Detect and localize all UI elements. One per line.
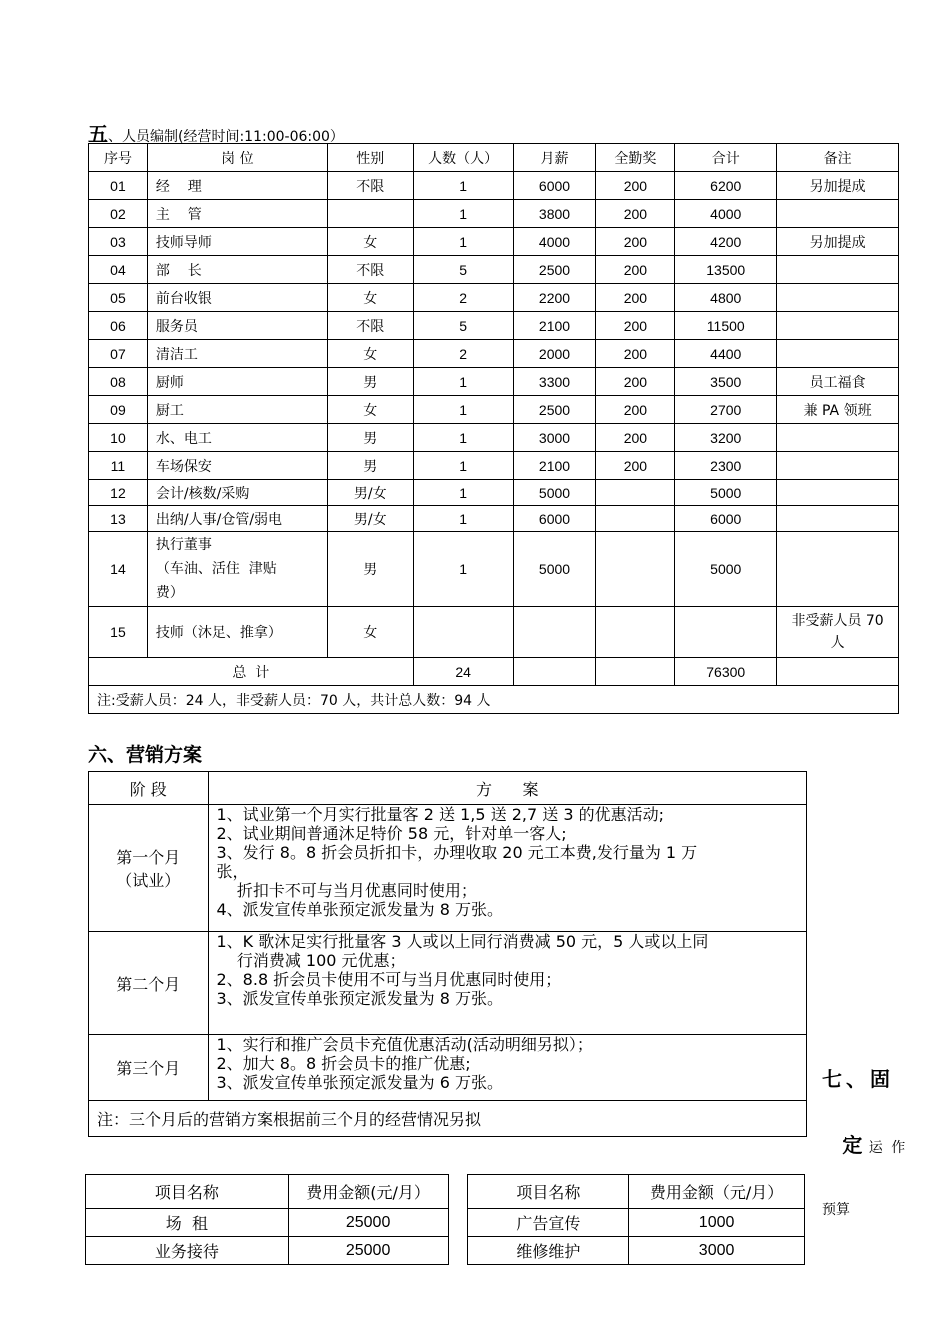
row-total: 4000 [675, 200, 777, 228]
row-no: 02 [89, 200, 148, 228]
plan-line: 折扣卡不可与当月优惠同时使用； [216, 881, 477, 900]
row-no: 04 [89, 256, 148, 284]
header-note: 备注 [777, 144, 899, 172]
row-salary: 3300 [513, 368, 596, 396]
row-post-line1: 执行董事 [155, 537, 212, 553]
row-note [777, 506, 899, 532]
stage-name [89, 1035, 209, 1101]
row-total: 3500 [675, 368, 777, 396]
row-count: 1 [413, 532, 513, 607]
row-post: 技师（沐足、推拿） [147, 607, 327, 658]
row-gender: 女 [327, 396, 413, 424]
marketing-stage-row [89, 1035, 807, 1101]
row-post: 厨工 [147, 396, 327, 424]
row-count: 2 [413, 284, 513, 312]
plan-line: 张， [216, 862, 249, 881]
row-salary: 5000 [513, 532, 596, 607]
row-post: 经 理 [147, 172, 327, 200]
marketing-table [88, 771, 807, 1137]
table-row [89, 424, 899, 452]
row-note [777, 200, 899, 228]
total-row [89, 658, 899, 686]
stage-name-line: 第三个月 [116, 1059, 181, 1078]
table-row [89, 607, 899, 658]
row-post: 出纳/人事/仓管/弱电 [147, 506, 327, 532]
table-row [89, 312, 899, 340]
plan-line: 2、8.8 折会员卡使用不可与当月优惠同时使用； [216, 970, 562, 989]
row-note-line2: 人 [830, 635, 845, 651]
row-total: 2700 [675, 396, 777, 424]
marketing-note-row [89, 1101, 807, 1137]
row-note [777, 452, 899, 480]
row-salary: 3800 [513, 200, 596, 228]
row-post: 主 管 [147, 200, 327, 228]
table-row [89, 200, 899, 228]
plan-line: 4、派发宣传单张预定派发量为 8 万张。 [216, 900, 504, 919]
stage-name [89, 805, 209, 932]
row-no: 09 [89, 396, 148, 424]
row-no: 03 [89, 228, 148, 256]
cost-gap [448, 1175, 468, 1265]
table-row [89, 506, 899, 532]
row-post: 厨师 [147, 368, 327, 396]
cost-header-name1: 项目名称 [86, 1175, 289, 1209]
total-label: 总 计 [89, 658, 414, 686]
plan-line: 3、派发宣传单张预定派发量为 6 万张。 [216, 1073, 504, 1092]
row-no: 15 [89, 607, 148, 658]
total-count: 24 [413, 658, 513, 686]
row-count: 5 [413, 312, 513, 340]
row-total: 6000 [675, 506, 777, 532]
row-total: 5000 [675, 532, 777, 607]
row-gender: 女 [327, 228, 413, 256]
row-count: 1 [413, 506, 513, 532]
row-no: 14 [89, 532, 148, 607]
cost-header-name2: 项目名称 [468, 1175, 629, 1209]
row-post: 前台收银 [147, 284, 327, 312]
section7-title-line2-bold: 定 [842, 1133, 863, 1157]
row-note: 另加提成 [777, 172, 899, 200]
row-bonus [596, 607, 675, 658]
row-post: 车场保安 [147, 452, 327, 480]
row-count: 5 [413, 256, 513, 284]
header-stage: 阶 段 [89, 772, 209, 805]
table-row [89, 452, 899, 480]
row-bonus: 200 [596, 200, 675, 228]
total-empty-note [777, 658, 899, 686]
row-note [777, 256, 899, 284]
section6-title: 六、营销方案 [88, 744, 203, 766]
row-note: 员工福食 [777, 368, 899, 396]
row-note [777, 424, 899, 452]
row-salary: 2500 [513, 256, 596, 284]
cost-amount1: 25000 [288, 1209, 448, 1237]
row-no: 10 [89, 424, 148, 452]
row-bonus: 200 [596, 396, 675, 424]
row-salary: 2100 [513, 452, 596, 480]
row-bonus: 200 [596, 424, 675, 452]
row-count: 2 [413, 340, 513, 368]
row-gender: 男 [327, 424, 413, 452]
header-total: 合计 [675, 144, 777, 172]
row-gender: 男/女 [327, 506, 413, 532]
section5-number: 五 [88, 122, 108, 146]
row-no: 07 [89, 340, 148, 368]
row-total: 11500 [675, 312, 777, 340]
header-bonus: 全勤奖 [596, 144, 675, 172]
row-gender [327, 200, 413, 228]
row-count: 1 [413, 368, 513, 396]
cost-amount1: 25000 [288, 1237, 448, 1265]
row-gender: 女 [327, 284, 413, 312]
row-bonus: 200 [596, 284, 675, 312]
row-no: 06 [89, 312, 148, 340]
table-row [89, 228, 899, 256]
header-salary: 月薪 [513, 144, 596, 172]
row-total: 2300 [675, 452, 777, 480]
row-post: 技师导师 [147, 228, 327, 256]
row-no: 01 [89, 172, 148, 200]
table-row [86, 1237, 805, 1265]
row-salary: 3000 [513, 424, 596, 452]
row-total: 3200 [675, 424, 777, 452]
marketing-stage-row [89, 932, 807, 1035]
row-bonus: 200 [596, 368, 675, 396]
header-post: 岗 位 [147, 144, 327, 172]
row-count [413, 607, 513, 658]
row-gender: 男 [327, 452, 413, 480]
cost-table [85, 1174, 805, 1265]
row-bonus [596, 532, 675, 607]
cost-amount2: 3000 [629, 1237, 805, 1265]
section7-title-line1: 七、固 [822, 1067, 894, 1091]
row-salary: 6000 [513, 506, 596, 532]
row-bonus [596, 506, 675, 532]
row-bonus: 200 [596, 312, 675, 340]
row-gender: 男 [327, 368, 413, 396]
row-total: 6200 [675, 172, 777, 200]
row-no: 08 [89, 368, 148, 396]
row-post: 会计/核数/采购 [147, 480, 327, 506]
row-count: 1 [413, 424, 513, 452]
cost-name2: 广告宣传 [468, 1209, 629, 1237]
stage-name [89, 932, 209, 1035]
row-post: 水、电工 [147, 424, 327, 452]
table-row [89, 532, 899, 607]
stage-plan [208, 1035, 807, 1101]
table-row [89, 480, 899, 506]
row-salary [513, 607, 596, 658]
row-post [147, 532, 327, 607]
plan-line: 行消费减 100 元优惠； [216, 951, 406, 970]
stage-plan [208, 805, 807, 932]
header-gender: 性别 [327, 144, 413, 172]
row-gender: 不限 [327, 256, 413, 284]
row-salary: 5000 [513, 480, 596, 506]
plan-line: 3、发行 8。8 折会员折扣卡，办理收取 20 元工本费,发行量为 1 万 [216, 843, 698, 862]
table-row [89, 396, 899, 424]
row-note [777, 340, 899, 368]
row-salary: 2500 [513, 396, 596, 424]
row-gender: 女 [327, 607, 413, 658]
row-post-line2: （车油、活住 津贴 [155, 561, 277, 577]
stage-name-line: （试业） [116, 871, 181, 890]
row-post: 部 长 [147, 256, 327, 284]
cost-header-amount2: 费用金额（元/月） [629, 1175, 805, 1209]
staff-table [88, 143, 899, 714]
plan-line: 1、实行和推广会员卡充值优惠活动(活动明细另拟）； [216, 1035, 593, 1054]
row-post: 服务员 [147, 312, 327, 340]
table-row [89, 284, 899, 312]
header-count: 人数（人） [413, 144, 513, 172]
row-no: 13 [89, 506, 148, 532]
table-row [89, 172, 899, 200]
cost-name2: 维修维护 [468, 1237, 629, 1265]
table-row [89, 340, 899, 368]
stage-plan [208, 932, 807, 1035]
header-no: 序号 [89, 144, 148, 172]
total-empty-salary [513, 658, 596, 686]
row-bonus: 200 [596, 340, 675, 368]
row-count: 1 [413, 172, 513, 200]
section7-title-line2-rest: 运 作 [862, 1140, 908, 1156]
section7-title-line2 [822, 1100, 908, 1193]
row-gender: 女 [327, 340, 413, 368]
row-post: 清洁工 [147, 340, 327, 368]
row-total: 4400 [675, 340, 777, 368]
row-gender: 男 [327, 532, 413, 607]
row-count: 1 [413, 480, 513, 506]
staff-note: 注:受薪人员：24 人，非受薪人员：70 人，共计总人数：94 人 [89, 686, 899, 714]
note-row [89, 686, 899, 714]
row-count: 1 [413, 452, 513, 480]
row-gender: 不限 [327, 312, 413, 340]
row-salary: 6000 [513, 172, 596, 200]
stage-name-line: 第一个月 [116, 848, 181, 867]
row-total: 5000 [675, 480, 777, 506]
stage-name-line: 第二个月 [116, 974, 181, 994]
row-bonus: 200 [596, 452, 675, 480]
plan-line: 2、加大 8。8 折会员卡的推广优惠; [216, 1054, 471, 1073]
marketing-note: 注：三个月后的营销方案根据前三个月的经营情况另拟 [89, 1101, 807, 1137]
row-bonus: 200 [596, 172, 675, 200]
row-salary: 2100 [513, 312, 596, 340]
row-bonus: 200 [596, 228, 675, 256]
row-bonus [596, 480, 675, 506]
row-note [777, 284, 899, 312]
row-note [777, 312, 899, 340]
row-no: 05 [89, 284, 148, 312]
table-row [89, 256, 899, 284]
cost-name1: 场 租 [86, 1209, 289, 1237]
row-no: 11 [89, 452, 148, 480]
row-salary: 2000 [513, 340, 596, 368]
section7-title-line3: 预算 [822, 1202, 850, 1218]
row-note-line1: 非受薪人员 70 [791, 613, 884, 629]
row-note [777, 607, 899, 658]
table-row [89, 368, 899, 396]
section5-title: 、人员编制(经营时间:11:00-06:00） [108, 129, 344, 145]
plan-line: 1、K 歌沐足实行批量客 3 人或以上同行消费减 50 元，5 人或以上同 [216, 932, 709, 951]
row-count: 1 [413, 396, 513, 424]
row-note: 另加提成 [777, 228, 899, 256]
row-note: 兼 PA 领班 [777, 396, 899, 424]
cost-header-row [86, 1175, 805, 1209]
header-plan: 方 案 [208, 772, 807, 805]
row-salary: 2200 [513, 284, 596, 312]
row-total: 13500 [675, 256, 777, 284]
row-note [777, 480, 899, 506]
row-count: 1 [413, 228, 513, 256]
row-no: 12 [89, 480, 148, 506]
row-bonus: 200 [596, 256, 675, 284]
marketing-header-row [89, 772, 807, 805]
row-note [777, 532, 899, 607]
row-post-line3: 费） [155, 585, 184, 601]
marketing-stage-row [89, 805, 807, 932]
cost-amount2: 1000 [629, 1209, 805, 1237]
row-total: 4800 [675, 284, 777, 312]
row-total: 4200 [675, 228, 777, 256]
row-gender: 男/女 [327, 480, 413, 506]
cost-name1: 业务接待 [86, 1237, 289, 1265]
table-row [86, 1209, 805, 1237]
section7-title [822, 1064, 908, 1219]
staff-header-row [89, 144, 899, 172]
row-gender: 不限 [327, 172, 413, 200]
plan-line: 3、派发宣传单张预定派发量为 8 万张。 [216, 989, 504, 1008]
cost-header-amount1: 费用金额(元/月） [288, 1175, 448, 1209]
row-salary: 4000 [513, 228, 596, 256]
row-total [675, 607, 777, 658]
total-empty-bonus [596, 658, 675, 686]
row-count: 1 [413, 200, 513, 228]
plan-line: 1、试业第一个月实行批量客 2 送 1,5 送 2,7 送 3 的优惠活动; [216, 805, 665, 824]
plan-line: 2、试业期间普通沐足特价 58 元，针对单一客人; [216, 824, 567, 843]
total-sum: 76300 [675, 658, 777, 686]
